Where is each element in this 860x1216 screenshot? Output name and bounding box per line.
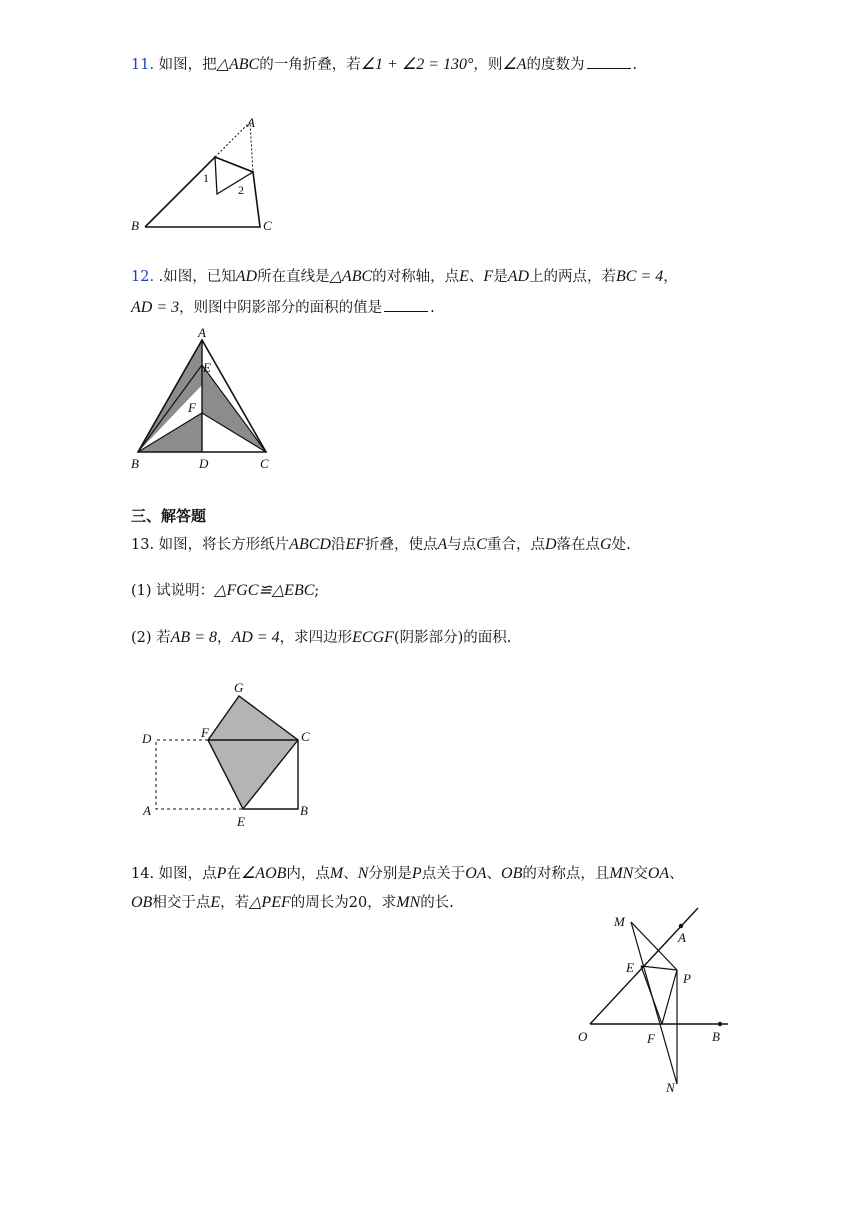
q13-var-a: A [437, 536, 448, 553]
q14-line-fp [662, 970, 677, 1024]
q13-label-g: G [234, 680, 244, 695]
q13-text-2: 沿 [330, 537, 346, 553]
q14-text-3: 内，点 [286, 866, 330, 882]
q13-ab-eq: AB = 8 [170, 629, 217, 646]
q11-triangle-abc: △ABC [216, 56, 260, 73]
q11-text-2: 的一角折叠，若 [259, 57, 361, 73]
q13-text-7: 处. [611, 537, 631, 553]
q14-var-oa: OA [465, 865, 487, 882]
q12-bc-eq: BC = 4 [616, 268, 664, 285]
q13-part1-congruence: △FGC≌△EBC [214, 582, 315, 599]
q14-text-line1 [131, 862, 684, 883]
q14-var-n: N [357, 865, 369, 882]
answer-blank [384, 311, 428, 312]
q13-text [131, 533, 631, 554]
q13-figure [140, 675, 330, 835]
q13-part1-label: (1) 试说明： [131, 583, 215, 599]
q12-text-4: 、 [468, 269, 484, 285]
q13-text-6: 落在点 [556, 537, 601, 553]
q13-var-c: C [476, 536, 487, 553]
q12-period: . [430, 300, 435, 316]
q14-point-b [718, 1022, 722, 1026]
q11-angle-equation: ∠1 + ∠2 = 130° [360, 56, 474, 73]
q14-triangle-pef: △PEF [249, 894, 291, 911]
q14-point-a [679, 924, 683, 928]
q14-var-e: E [210, 894, 221, 911]
q14-text-9: 交 [633, 866, 648, 882]
q14-perimeter-value: 20 [348, 895, 368, 911]
q11-folded-flap [215, 157, 253, 194]
q11-text [131, 53, 637, 74]
q13-text-4: 与点 [447, 537, 477, 553]
q12-comma: ， [663, 269, 678, 285]
q13-label-c: C [301, 729, 310, 744]
q14-var-p: P [216, 865, 227, 882]
q14-var-m: M [329, 865, 344, 882]
q13-sep: ， [217, 630, 232, 646]
q14-var-ob: OB [501, 865, 523, 882]
q12-text-1: .如图，已知 [158, 269, 236, 285]
q14-label-m: M [614, 914, 625, 929]
q14-text-line2 [131, 891, 454, 912]
q14-text-4: 、 [343, 866, 358, 882]
section-heading: 三、解答题 [131, 507, 207, 525]
q14-label-n: N [666, 1080, 675, 1095]
q14-text-5: 分别是 [368, 866, 412, 882]
q12-figure [128, 325, 278, 475]
q11-label-b: B [131, 218, 139, 233]
q12-var-f: F [483, 268, 494, 285]
q14-angle-aob: ∠AOB [240, 865, 287, 882]
q12-label-b: B [131, 456, 139, 471]
q12-var-e: E [459, 268, 469, 285]
q12-text-2: 所在直线是 [257, 269, 330, 285]
q12-label-c: C [260, 456, 269, 471]
q13-part2-text2: (阴影部分)的面积. [393, 630, 512, 646]
q12-text-line1 [131, 265, 678, 286]
q13-var-g: G [600, 536, 612, 553]
q13-var-ef: EF [345, 536, 365, 553]
q14-label-b: B [712, 1029, 720, 1044]
q12-text-6: 上的两点，若 [529, 269, 617, 285]
q11-text-3: ，则 [473, 57, 503, 73]
q13-label-d: D [142, 731, 152, 746]
q13-label-f: F [201, 725, 209, 740]
q13-part1 [131, 579, 319, 600]
q11-label-2: 2 [238, 183, 244, 197]
q13-part2-label: (2) 若 [131, 630, 171, 646]
q12-label-f: F [188, 400, 196, 415]
q14-l2-text-1: 相交于点 [152, 895, 211, 911]
q14-text-2: 在 [226, 866, 241, 882]
q13-text-5: 重合，点 [486, 537, 545, 553]
q14-l2-text-4: ，求 [367, 895, 397, 911]
q11-figure [125, 110, 285, 240]
q14-label-f: F [647, 1031, 655, 1046]
q14-text-7: 、 [486, 866, 502, 882]
q12-text-5: 是 [493, 269, 508, 285]
q13-ecgf: ECGF [352, 629, 394, 646]
q14-label-a: A [678, 930, 686, 945]
q12-text-3: 的对称轴，点 [372, 269, 460, 285]
q12-text-8: ，则图中阴影部分的面积的值是 [179, 300, 383, 316]
q11-label-a: A [247, 115, 255, 130]
q14-figure [570, 900, 740, 1100]
q11-angle-a: ∠A [502, 56, 527, 73]
q14-number: 14. [131, 866, 155, 882]
q13-label-e: E [237, 814, 245, 829]
q11-text-4: 的度数为 [526, 57, 585, 73]
q13-shaded-ecgf [208, 696, 298, 809]
q14-l2-text-5: 的长. [420, 895, 454, 911]
q14-text-6: 点关于 [421, 866, 466, 882]
q11-number: 11. [131, 57, 155, 73]
q12-text-line2 [131, 296, 435, 317]
q14-var-ob2: OB [131, 894, 153, 911]
q14-var-oa2: OA [647, 865, 670, 882]
q11-label-1: 1 [203, 171, 209, 185]
q14-l2-text-2: ，若 [220, 895, 250, 911]
q13-var-d: D [544, 536, 557, 553]
q13-label-a: A [143, 803, 151, 818]
q12-ad-eq: AD = 3 [131, 299, 180, 316]
q13-part1-end: ; [314, 583, 320, 599]
q13-text-3: 折叠，使点 [365, 537, 438, 553]
q13-number: 13. [131, 537, 155, 553]
q11-period: . [632, 57, 638, 73]
q12-label-e: E [203, 360, 211, 375]
q12-label-d: D [199, 456, 209, 471]
q12-var-ad: AD [235, 268, 258, 285]
q12-var-ad-2: AD [507, 268, 530, 285]
q14-line-ep [641, 966, 677, 970]
q11-text-1: 如图，把 [158, 57, 217, 73]
q14-line-ef [641, 966, 662, 1024]
q14-label-e: E [626, 960, 634, 975]
q14-var-mn: MN [609, 865, 634, 882]
q13-part2-text: ，求四边形 [279, 630, 353, 646]
q14-var-mn2: MN [396, 894, 421, 911]
q13-var-abcd: ABCD [289, 536, 331, 553]
q11-label-c: C [263, 218, 272, 233]
q12-label-a: A [198, 325, 206, 340]
q12-triangle-abc: △ABC [329, 268, 373, 285]
q13-label-b: B [300, 803, 308, 818]
answer-blank [587, 68, 631, 69]
q14-text-10: 、 [669, 866, 684, 882]
q14-label-p: P [683, 971, 691, 986]
q13-text-1: 如图，将长方形纸片 [158, 537, 290, 553]
q13-ad-eq: AD = 4 [231, 629, 280, 646]
q12-number: 12. [131, 269, 155, 285]
q14-label-o: O [578, 1029, 588, 1044]
q14-text-1: 如图，点 [158, 866, 217, 882]
q14-text-8: 的对称点，且 [522, 866, 610, 882]
q13-part2 [131, 626, 511, 647]
q14-l2-text-3: 的周长为 [290, 895, 349, 911]
q14-var-p2: P [411, 865, 422, 882]
